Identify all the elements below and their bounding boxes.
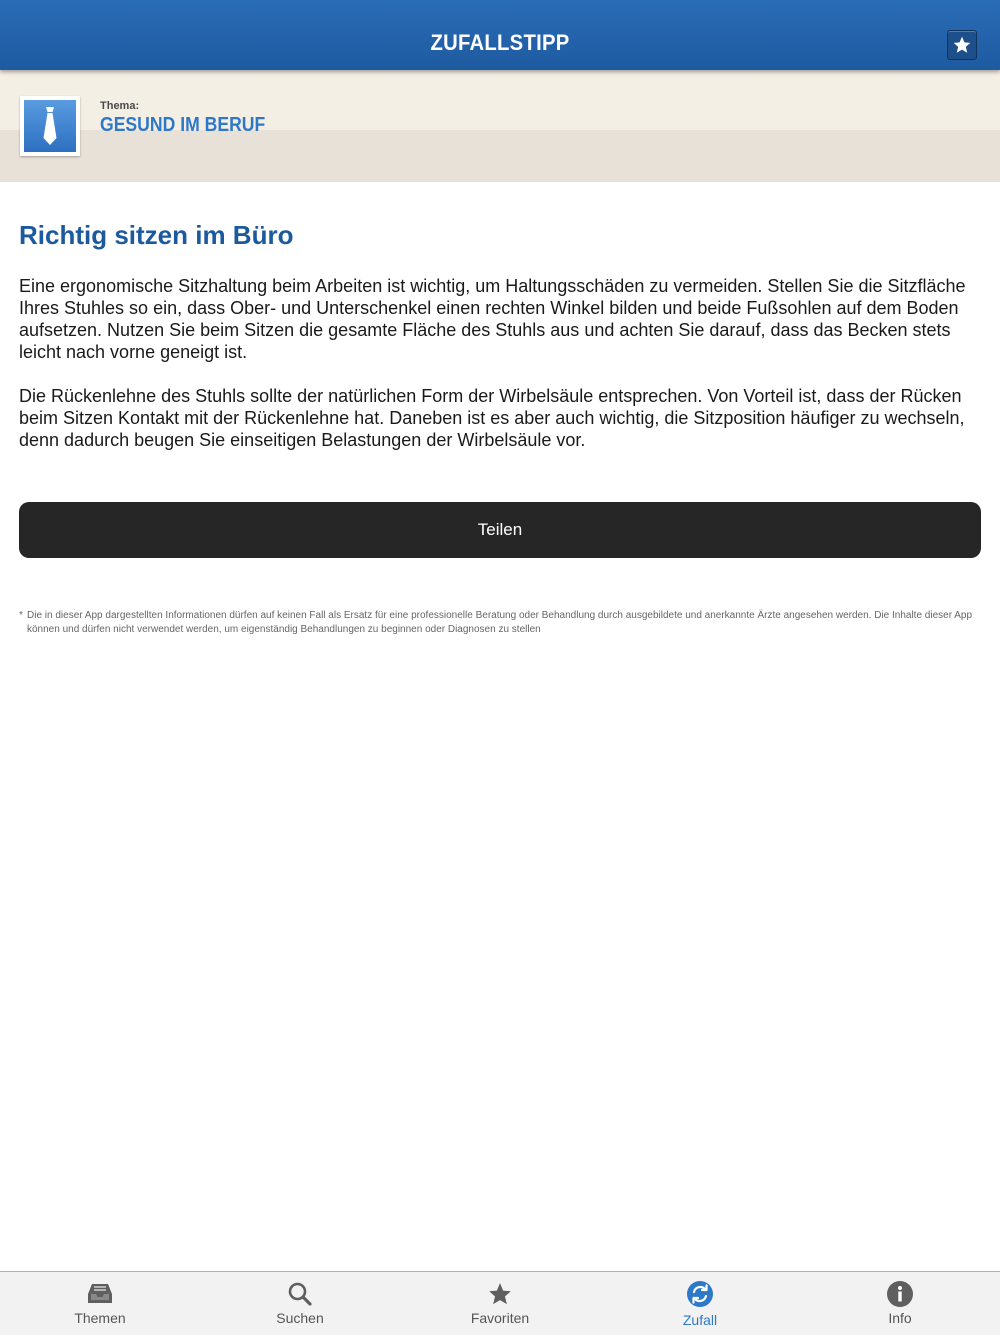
tab-zufall[interactable] [600,1272,800,1335]
article-paragraph: Die Rückenlehne des Stuhls sollte der natürlichen Form der Wirbelsäule entsprechen. Von Vorteil ist, dass der Rücken beim Sitzen Kontakt mit der Rückenlehne hat. Daneben ist es aber auch wichtig, die Sitzposition häufiger zu wechseln, denn dadurch beugen Sie einseitigen Belastungen der Wirbelsäule vor. [19,386,965,450]
shuffle-icon [686,1280,714,1308]
article-paragraph: Eine ergonomische Sitzhaltung beim Arbeiten ist wichtig, um Haltungsschäden zu vermeiden. Stellen Sie die Sitzfläche Ihres Stuhles so ein, dass Ober- und Unterschenkel einen rechten Winkel bilden und beide Fußsohlen auf dem Boden aufsetzen. Nutzen Sie beim Sitzen die gesamte Fläche des Stuhls aus und achten Sie darauf, dass das Becken stets leicht nach vorne geneigt ist. [19,276,966,362]
tab-info[interactable] [800,1272,1000,1335]
info-icon [886,1280,914,1308]
tab-label: Themen [74,1310,126,1326]
navigation-bar [0,0,1000,70]
topic-name: GESUND IM BERUF [100,114,266,136]
disclaimer-text: Die in dieser App dargestellten Informationen dürfen auf keinen Fall als Ersatz für eine professionelle Beratung oder Behandlung durch ausgebildete und anerkannte Ärzte angesehen werden. Die Inhalte dieser App können und dürfen nicht verwendet werden, um eigenständig Behandlungen zu beginnen oder Diagnosen zu stellen [27,610,973,635]
topic-thumbnail [20,96,80,156]
share-button[interactable]: Teilen [19,502,981,558]
disclaimer [19,609,979,637]
favorite-button[interactable] [947,30,977,60]
disclaimer-marker: * [19,610,23,621]
star-icon [952,35,972,55]
inbox-tray-icon [86,1280,114,1308]
page-title: ZUFALLSTIPP [430,30,570,55]
tab-label: Zufall [682,1312,718,1328]
topic-label: Thema: [100,100,140,112]
tab-label: Suchen [276,1310,324,1326]
tie-icon [40,106,60,146]
tab-label: Info [888,1310,912,1326]
article-title: Richtig sitzen im Büro [19,220,294,250]
tab-favoriten[interactable] [400,1272,600,1335]
tab-suchen[interactable] [200,1272,400,1335]
search-icon [286,1280,314,1308]
tab-label: Favoriten [470,1310,530,1326]
tab-bar [0,1271,1000,1335]
topic-header [0,70,1000,182]
star-icon [486,1280,514,1308]
tab-themen[interactable] [0,1272,200,1335]
article [19,220,981,451]
